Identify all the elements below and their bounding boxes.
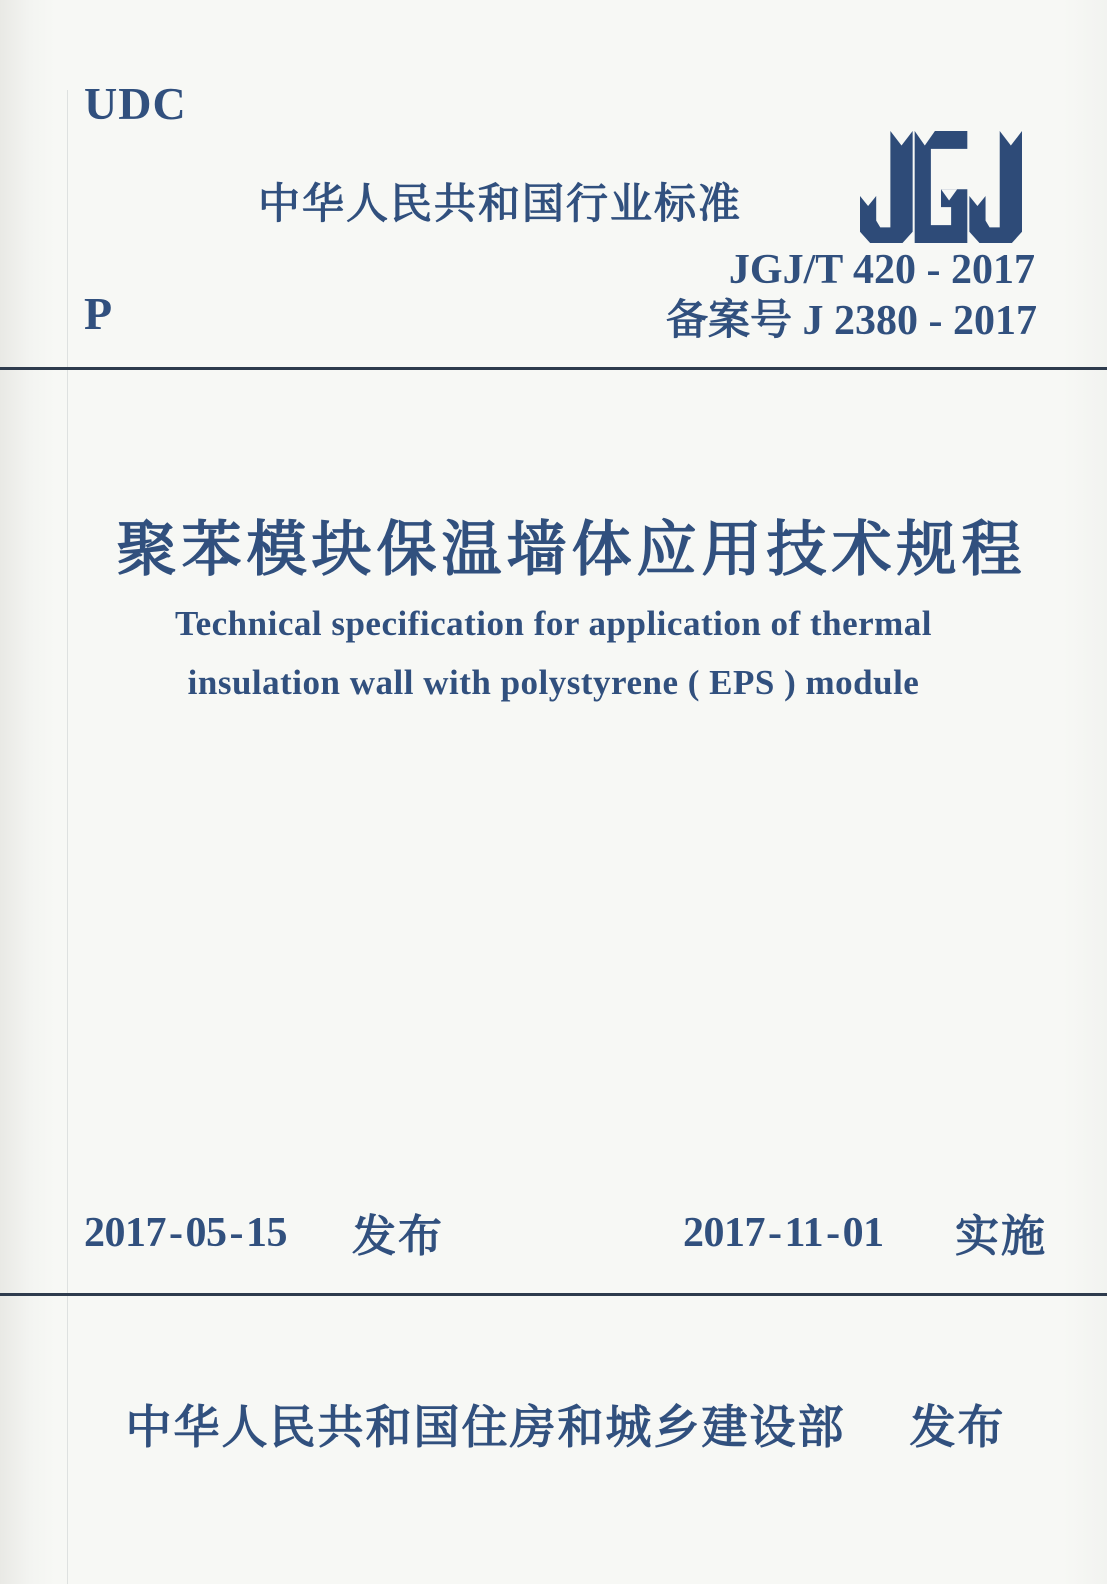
- implementation-label: 实施: [955, 1212, 1047, 1261]
- jgj-logo-icon: [860, 131, 1022, 243]
- udc-label: UDC: [84, 78, 187, 129]
- document-title-cn: 聚苯模块保温墙体应用技术规程: [116, 517, 1027, 583]
- document-title-en-line2: insulation wall with polystyrene ( EPS ) module: [187, 663, 920, 702]
- publisher-name: 中华人民共和国住房和城乡建设部: [125, 1401, 846, 1453]
- publisher-action-label: 发布: [909, 1401, 1006, 1453]
- document-title-en-line1: Technical specification for application of thermal: [174, 604, 933, 643]
- record-number: 备案号 J 2380 - 2017: [666, 298, 1037, 344]
- issue-date: 2017 - 05 - 15: [84, 1210, 287, 1256]
- publisher-line: [12, 1401, 1107, 1453]
- top-divider: [0, 367, 1107, 370]
- header-title: 中华人民共和国行业标准: [257, 182, 742, 228]
- implementation-date: 2017 - 11 - 01: [683, 1210, 884, 1256]
- classification-code: P: [84, 288, 113, 339]
- page-crease-line: [67, 90, 68, 1584]
- standard-number: JGJ/T 420 - 2017: [728, 247, 1035, 293]
- bottom-divider: [0, 1293, 1107, 1296]
- issue-label: 发布: [352, 1212, 444, 1261]
